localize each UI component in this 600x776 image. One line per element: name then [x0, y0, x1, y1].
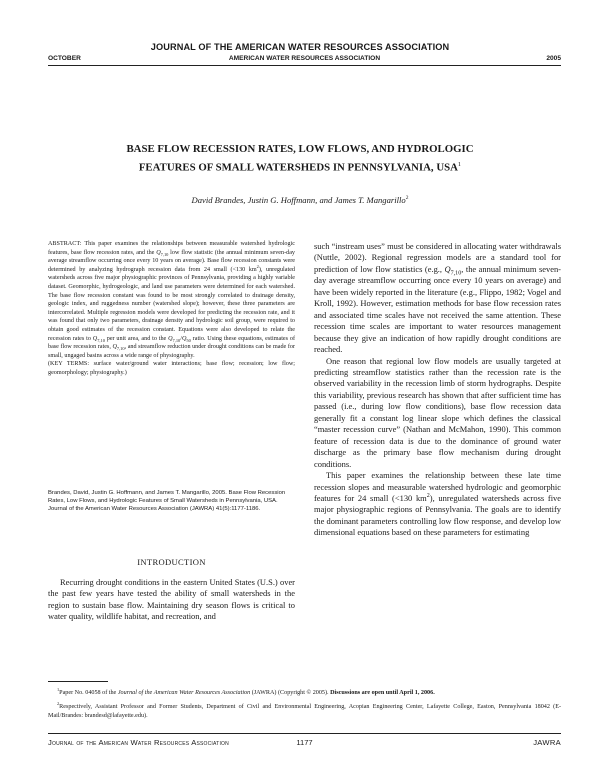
right-paragraph-1: such “instream uses” must be considered in allocating water withdrawals (Nuttle, 2002). Regional regression models are a standard tool for prediction of low flow statistics (e.g., $Q_{7,10}$, the annual minimum seven-day average streamflow occurring once every 10 years on average) and have been widely reported in the literature (e.g., Flippo, 1982; Vogel and Kroll, 1992). However, estimation methods for base flow recession rates and associated time scales have not received the same attention. These recession time scales are important to water resources management because they give an indication of how rapidly drought conditions are reached. [314, 241, 561, 355]
header-association: AMERICAN WATER RESOURCES ASSOCIATION [228, 55, 381, 62]
page-number: 1177 [296, 738, 313, 747]
paper-title [80, 142, 520, 176]
header-year: 2005 [546, 55, 561, 62]
right-paragraph-2: One reason that regional low flow models are usually targeted at predicting streamflow statistics rather than the recession rate is the observed variability in the recession limb of storm hydrographs. Despite this variability, previous research has shown that after sufficient time has passed (i.e., during low flow conditions), base flow recession data generally fit a constant log linear slope which defines the classical “master recession curve” (Nathan and McMahon, 1990). This common feature of recession data is due to the dominance of ground water discharge as the primary base flow mechanism during drought conditions. [314, 355, 561, 469]
footnote-2: $^2$Respectively, Assistant Professor and Former Students, Department of Civil and Environmental Engineering, Acopian Engineering Center, Lafayette College, Easton, Pennsylvania 18042 (E-Mail/Brandes: brandesd@lafayette.edu). [48, 700, 561, 719]
authors-footnote-mark: 2 [405, 195, 409, 202]
abstract-text: ABSTRACT: This paper examines the relationships between measurable watershed hydrologic features, base flow recession rates, and the $Q_{7,10}$ low flow statistic (the annual minimum seven-day average streamflow occurring once every 10 years on average). Base flow recession constants were determined by analyzing hydrograph recession data from 24 small (<130 $km^2$), unregulated watersheds across five major physiographic provinces of Pennsylvania, providing a highly variable dataset. Geomorphic, hydrogeologic, and land use parameters were determined for each watershed. The base flow recession constant was found to be most strongly correlated to drainage density, geologic index, and ruggedness number (watershed slope); however, these three parameters are intercorrelated. Multiple regression models were developed for predicting the recession rate, and it was found that only two parameters, drainage density and hydrologic soil group, were required to obtain good estimates of the recession constant. Equations were also developed to relate the recession rates to $Q_{7,10}$ per unit area, and to the $Q_{7,10}/Q_{50}$ ratio. Using these equations, estimates of base flow recession rates, $Q_{7,10}$, and streamflow reduction under drought conditions can be made for small, ungaged basins across a wide range of physiography. [48, 241, 295, 359]
paper-title-line-2: FEATURES OF SMALL WATERSHEDS IN PENNSYLVANIA, USA$^1$ [138, 161, 462, 174]
abstract [48, 240, 295, 378]
introduction-heading: INTRODUCTION [137, 557, 206, 567]
introduction-body [48, 577, 295, 623]
footer-rule [48, 733, 561, 734]
abstract-key-terms: (KEY TERMS: surface water/ground water interactions; base flow; recession; low flow; geomorphology; physiography.) [48, 361, 295, 376]
footer-jawra: JAWRA [533, 738, 561, 747]
citation: Brandes, David, Justin G. Hoffmann, and James T. Mangarillo, 2005. Base Flow Recession Rates, Low Flows, and Hydrologic Features of Small Watersheds in Pennsylvania, USA. Journal of the American Water Resources Association (JAWRA) 41(5):1177-1186. [48, 490, 286, 513]
intro-paragraph-1: Recurring drought conditions in the eastern United States (U.S.) over the past few years have tested the ability of small watersheds in the region to sustain base flow. Maintaining dry season flows is critical to water quality, wildlife habitat, and recreation, and [48, 577, 295, 622]
footnote-rule [48, 681, 108, 682]
title-footnote-mark: 1 [457, 161, 462, 168]
footnote-1: $^1$Paper No. 04058 of the Journal of the American Water Resources Association (JAWRA) (Copyright © 2005). Discussions are open until April 1, 2006. [57, 687, 435, 697]
header-rule [48, 65, 561, 66]
paper-title-line-1: BASE FLOW RECESSION RATES, LOW FLOWS, AND HYDROLOGIC [126, 143, 474, 155]
right-column [314, 241, 561, 539]
journal-title: JOURNAL OF THE AMERICAN WATER RESOURCES ASSOCIATION [150, 42, 450, 52]
header-month: OCTOBER [48, 55, 81, 62]
footnotes [48, 686, 561, 722]
paper-authors: David Brandes, Justin G. Hoffmann, and James T. Mangarillo$^2$ [191, 195, 409, 205]
footer-journal: Journal of the American Water Resources Association [48, 738, 229, 747]
right-paragraph-3: This paper examines the relationship between these late time recession slopes and measurable watershed hydrologic and geomorphic features for 24 small (<130 $km^2$), unregulated watersheds across five major physiographic regions of Pennsylvania. The goals are to identify the dominant parameters controlling low flow response, and develop low dimensional equations based on these parameters for estimating [314, 470, 562, 538]
